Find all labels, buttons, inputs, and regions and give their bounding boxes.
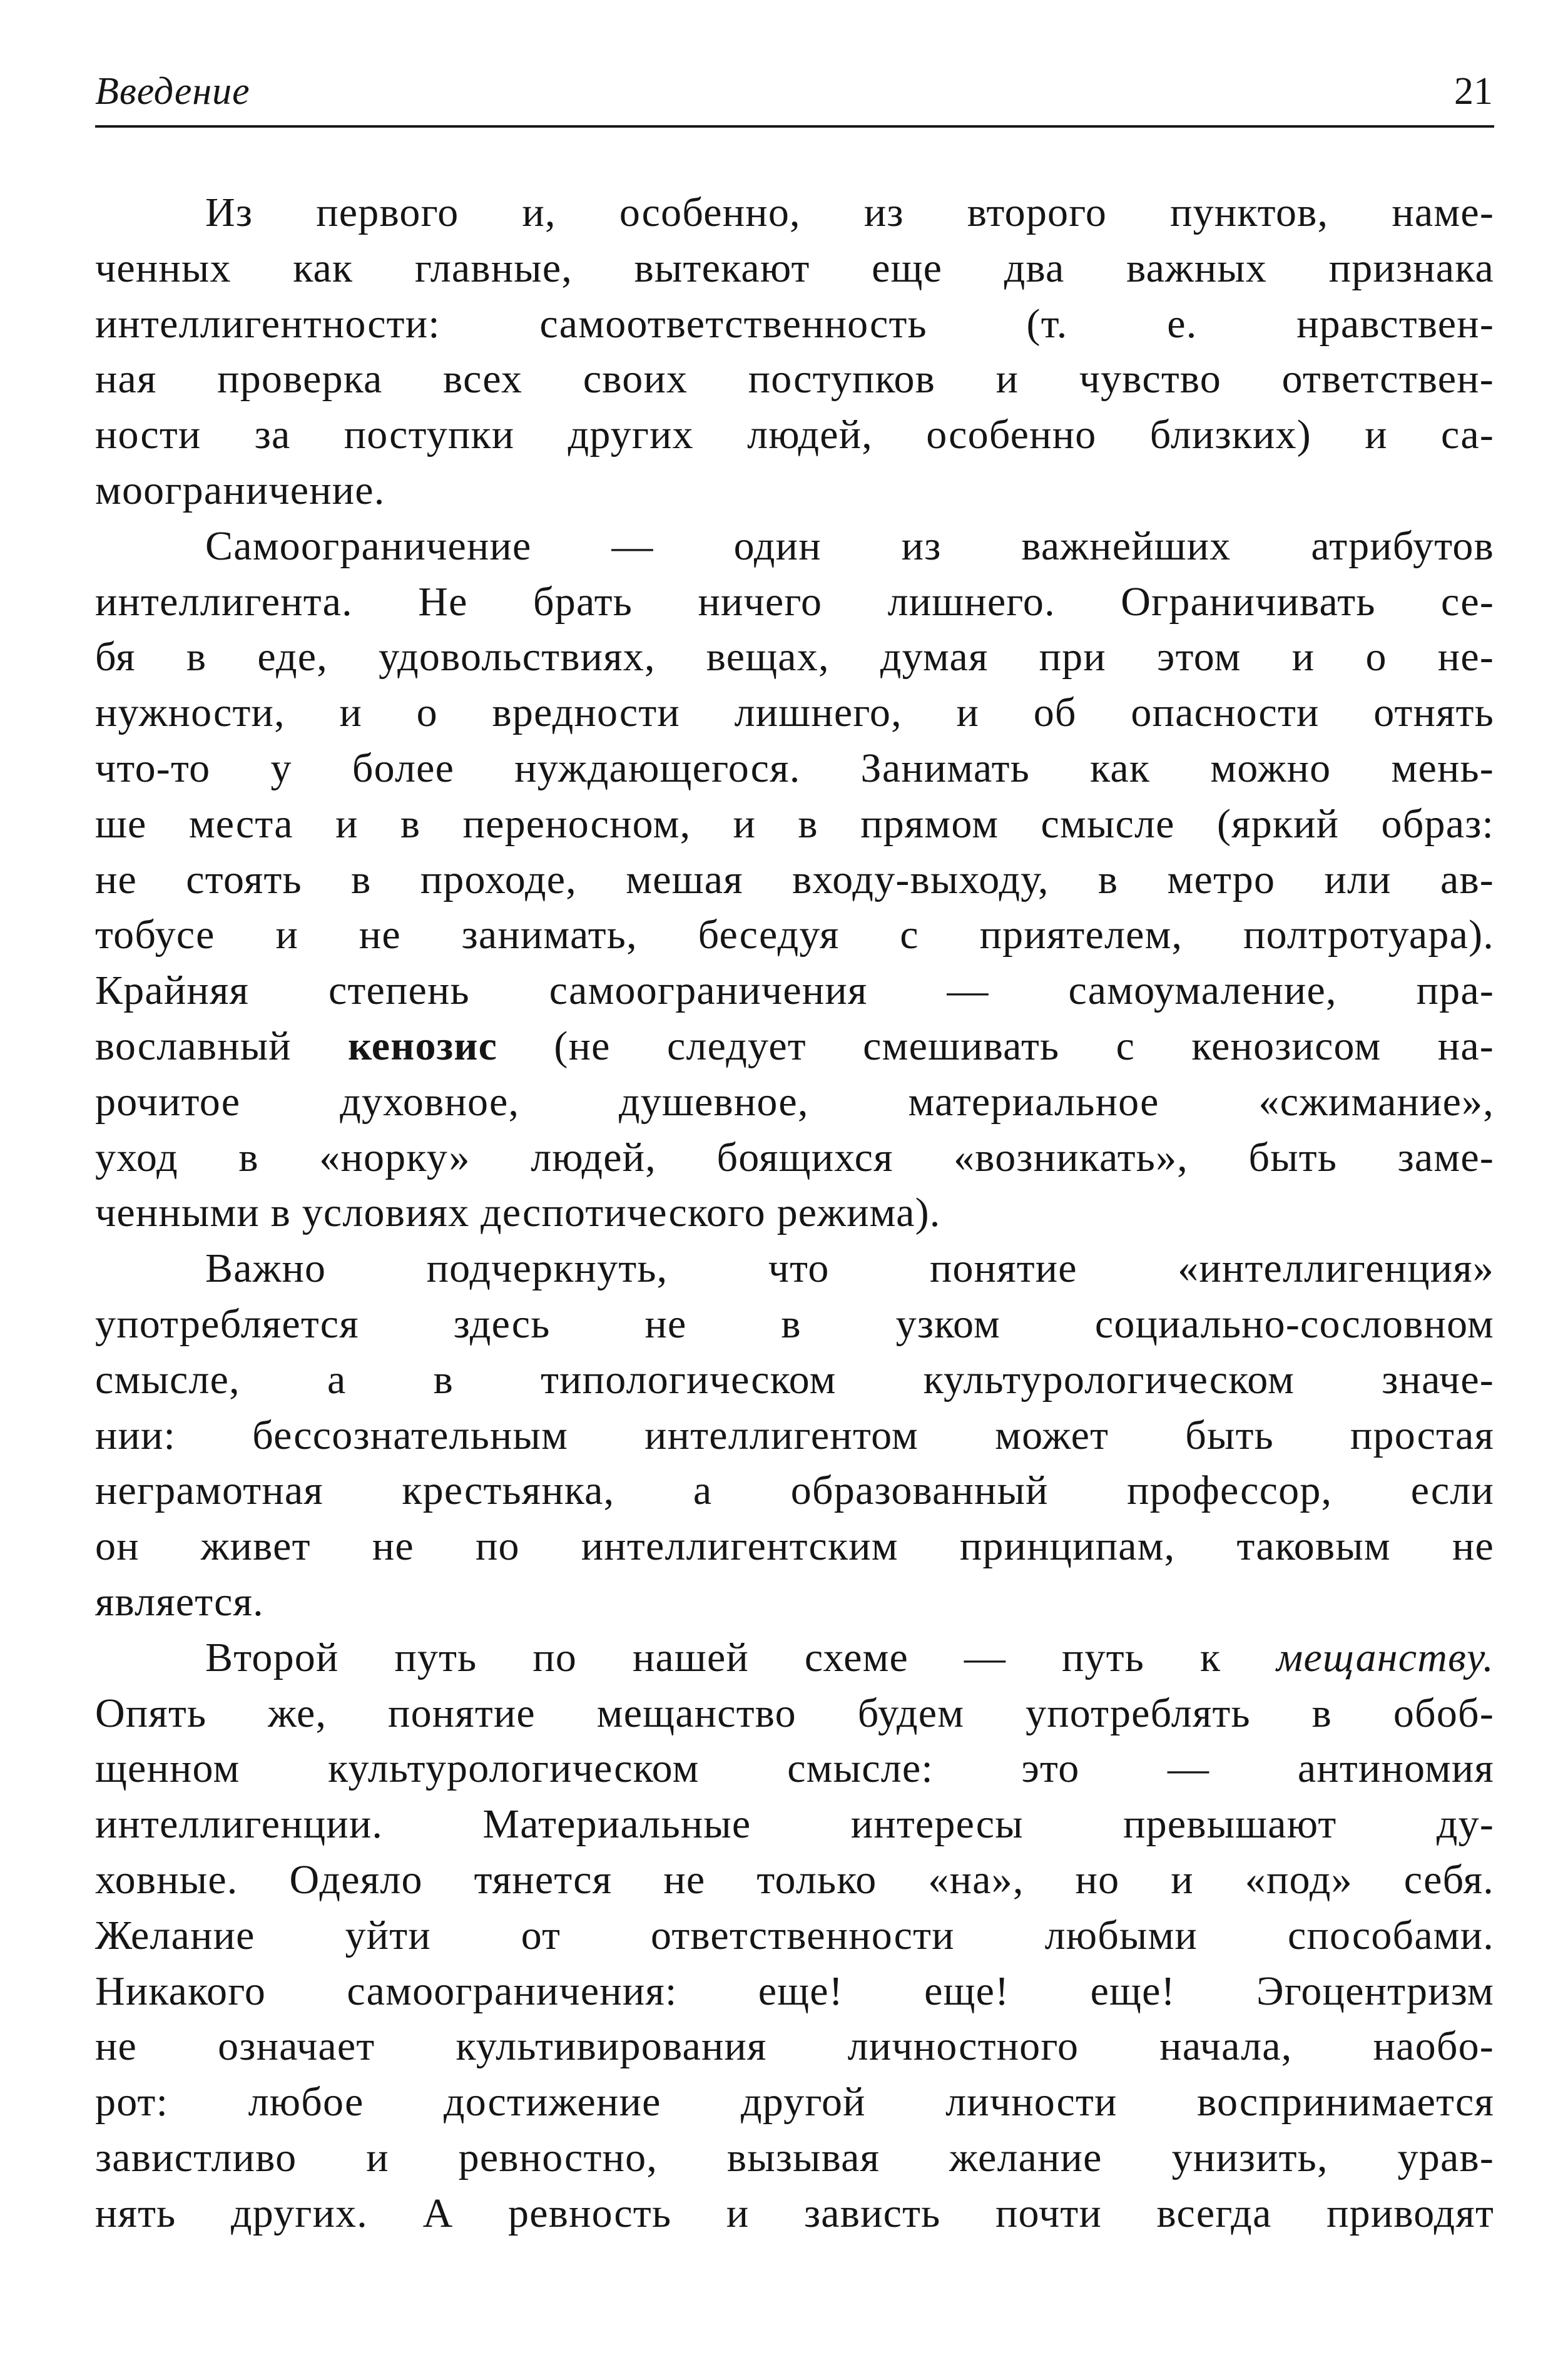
text-line: он живет не по интеллигентским принципам, таковым не (95, 1523, 1494, 1570)
text-line: употребляется здесь не в узком социально-сословном (95, 1301, 1494, 1347)
text-line: неграмотная крестьянка, а образованный профессор, если (95, 1468, 1494, 1514)
text-line: завистливо и ревностно, вызывая желание унизить, урав- (95, 2134, 1494, 2180)
text-line: ченных как главные, вытекают еще два важных признака (95, 245, 1494, 291)
text-line: нужности, и о вредности лишнего, и об опасности отнять (95, 690, 1494, 736)
text-line: не стоять в проходе, мешая входу-выходу, в метро или ав- (95, 856, 1494, 902)
text-line: бя в еде, удовольствиях, вещах, думая при этом и о не- (95, 634, 1494, 680)
text-line: Опять же, понятие мещанство будем употреблять в обоб- (95, 1690, 1494, 1736)
text-line: рочитое духовное, душевное, материальное «сжимание», (95, 1078, 1494, 1125)
text-line: интеллигента. Не брать ничего лишнего. Ограничивать се- (95, 578, 1494, 625)
text-line: ховные. Одеяло тянется не только «на», но и «под» себя. (95, 1856, 1494, 1903)
text-line: нии: бессознательным интеллигентом может быть простая (95, 1412, 1494, 1458)
text-fragment: (не следует смешивать с кенозисом на- (497, 1023, 1494, 1069)
text-line: ная проверка всех своих поступков и чувство ответствен- (95, 356, 1494, 402)
text-line: щенном культурологическом смысле: это — антиномия (95, 1746, 1494, 1792)
text-line: является. (95, 1578, 264, 1625)
text-line: ченными в условиях деспотического режима). (95, 1190, 941, 1236)
text-line: Никакого самоограничения: еще! еще! еще! Эгоцентризм (95, 1968, 1494, 2014)
text-line: не означает культивирования личностного начала, наобо- (95, 2023, 1494, 2070)
text-line: смысле, а в типологическом культурологическом значе- (95, 1356, 1494, 1403)
text-line: нять других. А ревность и зависть почти всегда приводят (95, 2190, 1494, 2236)
text-line: рот: любое достижение другой личности воспринимается (95, 2079, 1494, 2125)
text-fragment: Второй путь по нашей схеме — путь к (205, 1634, 1277, 1680)
text-line: Из первого и, особенно, из второго пунктов, наме- (205, 190, 1494, 235)
section-title: Введение (95, 70, 250, 113)
text-line: уход в «норку» людей, боящихся «возникать», быть заме- (95, 1134, 1494, 1180)
emphasized-term: кенозис (348, 1023, 498, 1069)
text-line: интеллигентности: самоответственность (т. е. нравствен- (95, 300, 1494, 347)
text-line: ше места и в переносном, и в прямом смысле (яркий образ: (95, 800, 1494, 847)
text-line: тобусе и не занимать, беседуя с приятелем, полтротуара). (95, 912, 1494, 958)
text-line: Важно подчеркнуть, что понятие «интеллигенция» (205, 1245, 1494, 1292)
text-line: что-то у более нуждающегося. Занимать как можно мень- (95, 745, 1494, 791)
italic-term: мещанству. (1276, 1634, 1494, 1680)
text-line: моограничение. (95, 467, 385, 513)
body-text (95, 185, 1494, 2241)
text-line: Самоограничение — один из важнейших атрибутов (205, 523, 1494, 569)
running-header (95, 63, 1494, 128)
page-number: 21 (1454, 70, 1493, 113)
text-line (95, 1630, 1494, 1686)
text-line (95, 1019, 1494, 1075)
text-line: Крайняя степень самоограничения — самоумаление, пра- (95, 968, 1494, 1014)
text-line: ности за поступки других людей, особенно близких) и са- (95, 412, 1494, 458)
text-fragment: вославный (95, 1023, 349, 1069)
text-line: интеллигенции. Материальные интересы превышают ду- (95, 1801, 1494, 1848)
text-line: Желание уйти от ответственности любыми способами. (95, 1912, 1494, 1958)
